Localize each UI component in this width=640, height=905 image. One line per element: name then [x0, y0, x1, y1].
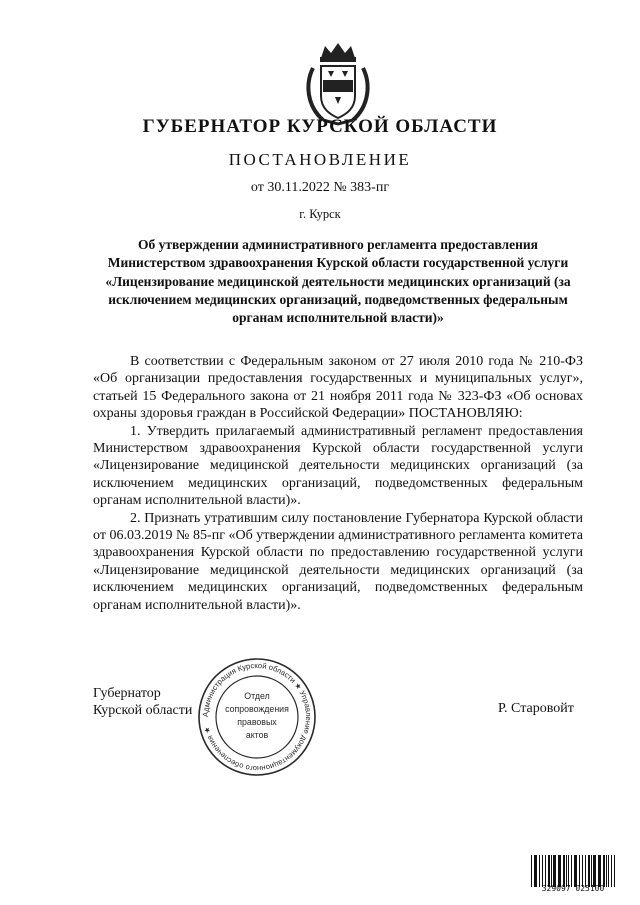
- item-1-paragraph: 1. Утвердить прилагаемый административный регламент предоставления Министерством здравоохранения Курской области государственной услуги «Лицензирование медицинской деятельности медицинских организаций (за исключением медицинских организаций, подведомственных федеральным органам исполнительной власти)».: [93, 423, 583, 509]
- document-type: ПОСТАНОВЛЕНИЕ: [228, 150, 412, 169]
- signatory-position-line2: Курской области: [93, 703, 193, 719]
- barcode-bar: [585, 855, 586, 887]
- signatory-position: [93, 685, 192, 720]
- signatory-position-line1: Губернатор: [93, 686, 161, 701]
- barcode-bar: [611, 855, 612, 887]
- signatory-name: Р. Старовойт: [498, 701, 574, 716]
- organization-name: ГУБЕРНАТОР КУРСКОЙ ОБЛАСТИ: [142, 116, 498, 137]
- barcode: [531, 855, 615, 887]
- barcode-bar: [542, 855, 543, 887]
- city-line: г. Курск: [299, 207, 341, 221]
- stamp-center-line4: актов: [245, 730, 269, 740]
- barcode-bar: [588, 855, 590, 887]
- barcode-bar: [551, 855, 552, 887]
- barcode-bar: [582, 855, 583, 887]
- barcode-bar: [574, 855, 577, 887]
- barcode-bar: [545, 855, 546, 887]
- official-stamp: [196, 656, 318, 778]
- barcode-bar: [563, 855, 565, 887]
- stamp-ring-text: Администрация Курской области ★ Управление документационного обеспечения ★: [200, 660, 314, 774]
- barcode-number: 329097 025100: [541, 884, 605, 893]
- barcode-bar: [591, 855, 592, 887]
- barcode-bar: [603, 855, 605, 887]
- document-title: Об утверждении административного регламента предоставления Министерством здравоохранения Курской области государственной услуги «Лицензирование медицинской деятельности медицинских организаций (за исключением медицинских организаций, подведомственных федеральным органам исполнительной власти)»: [105, 237, 571, 326]
- barcode-bar: [539, 855, 540, 887]
- date-number-line: от 30.11.2022 № 383-пг: [250, 180, 390, 195]
- barcode-bar: [548, 855, 550, 887]
- stamp-center-line1: Отдел: [244, 691, 270, 701]
- barcode-bar: [598, 855, 601, 887]
- stamp-center-line2: сопровождения: [225, 704, 289, 714]
- barcode-bar: [534, 855, 537, 887]
- preamble-paragraph: В соответствии с Федеральным законом от 27 июля 2010 года № 210-ФЗ «Об организации предоставления государственных и муниципальных услуг», статьей 15 Федерального закона от 21 ноября 2011 года № 323-ФЗ «Об основах охраны здоровья граждан в Российской Федерации» ПОСТАНОВЛЯЮ:: [93, 354, 583, 422]
- kursk-coat-of-arms-icon: [303, 40, 373, 126]
- barcode-bar: [566, 855, 567, 887]
- barcode-bar: [614, 855, 615, 887]
- barcode-bar: [608, 855, 609, 887]
- barcode-bar: [531, 855, 532, 887]
- stamp-center-line3: правовых: [237, 717, 277, 727]
- barcode-bar: [558, 855, 561, 887]
- document-body: [93, 353, 583, 614]
- barcode-bar: [571, 855, 572, 887]
- barcode-bar: [606, 855, 607, 887]
- barcode-bar: [593, 855, 596, 887]
- item-2-paragraph: 2. Признать утратившим силу постановление Губернатора Курской области от 06.03.2019 № 85-пг «Об утверждении административного регламента комитета здравоохранения Курской области по предоставлению государственной услуги «Лицензирование медицинской деятельности медицинских организаций (за исключением медицинских организаций, подведомственных федеральным органам исполнительной власти)».: [93, 510, 583, 613]
- barcode-bar: [568, 855, 569, 887]
- barcode-bar: [553, 855, 556, 887]
- barcode-bar: [579, 855, 580, 887]
